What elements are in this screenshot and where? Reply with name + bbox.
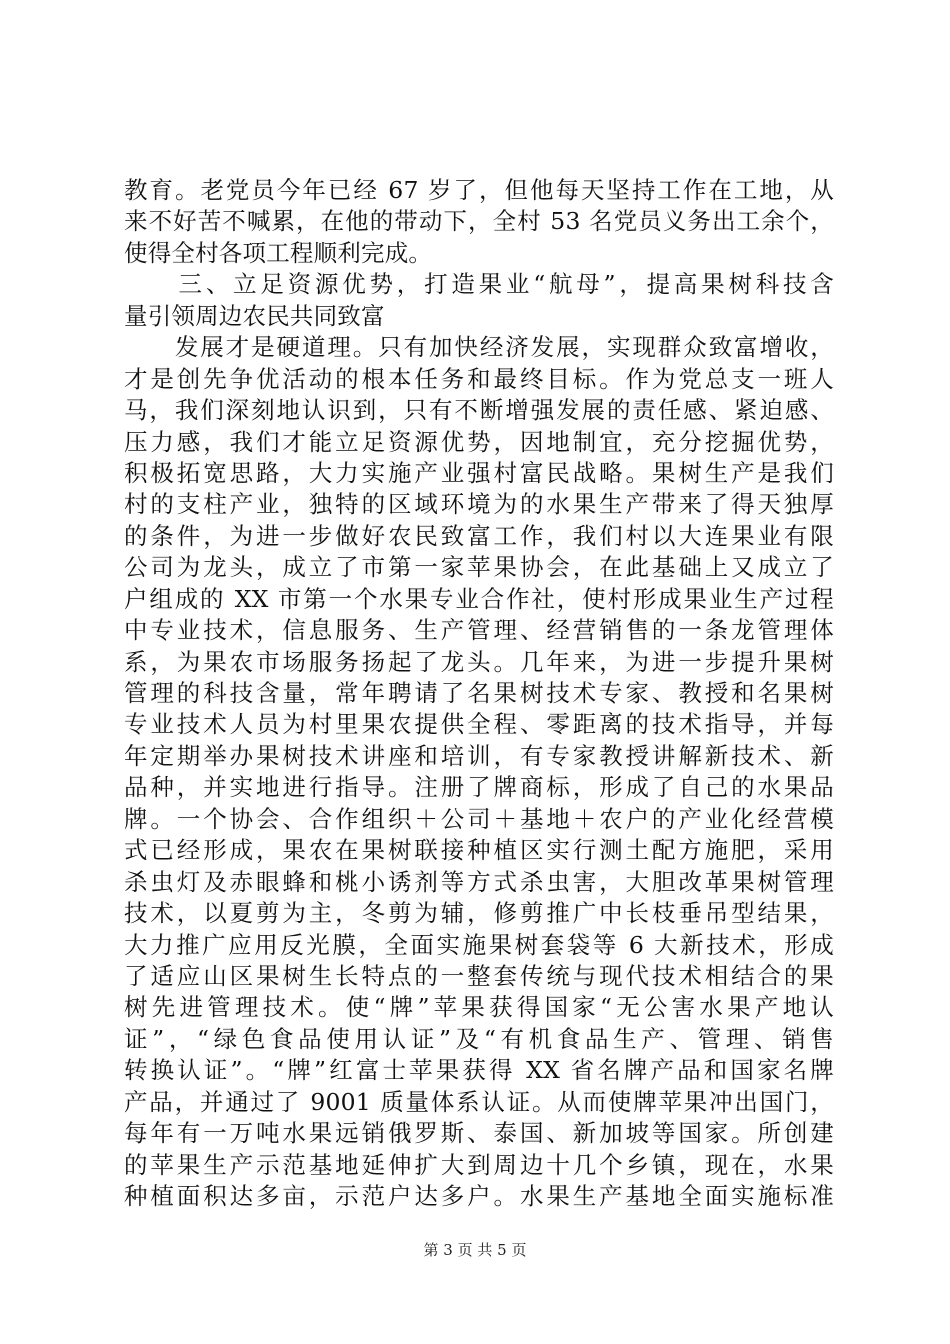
text-line: 牌。一个协会、合作组织＋公司＋基地＋农户的产业化经营模 xyxy=(124,804,834,833)
text-line: 转换认证”。“牌”红富士苹果获得 XX 省名牌产品和国家名牌 xyxy=(124,1056,834,1085)
text-line: 使得全村各项工程顺利完成。 xyxy=(124,238,433,267)
text-line: 发展才是硬道理。只有加快经济发展，实现群众致富增收， xyxy=(124,333,834,362)
text-line: 品种，并实地进行指导。注册了牌商标，形成了自己的水果品 xyxy=(124,773,834,802)
text-line: 年定期举办果树技术讲座和培训，有专家教授讲解新技术、新 xyxy=(124,741,834,770)
text-line: 中专业技术，信息服务、生产管理、经营销售的一条龙管理体 xyxy=(124,616,834,645)
text-line: 专业技术人员为村里果农提供全程、零距离的技术指导，并每 xyxy=(124,710,834,739)
text-line: 大力推广应用反光膜，全面实施果树套袋等 6 大新技术，形成 xyxy=(124,930,834,959)
body-text xyxy=(124,175,834,1212)
text-line: 树先进管理技术。使“牌”苹果获得国家“无公害水果产地认 xyxy=(124,993,834,1022)
text-line: 的条件，为进一步做好农民致富工作，我们村以大连果业有限 xyxy=(124,521,834,550)
text-line: 村的支柱产业，独特的区域环境为的水果生产带来了得天独厚 xyxy=(124,490,834,519)
text-line: 的苹果生产示范基地延伸扩大到周边十几个乡镇，现在，水果 xyxy=(124,1150,834,1179)
text-line: 才是创先争优活动的根本任务和最终目标。作为党总支一班人 xyxy=(124,364,834,393)
text-line: 每年有一万吨水果远销俄罗斯、泰国、新加坡等国家。所创建 xyxy=(124,1119,834,1148)
text-line: 积极拓宽思路，大力实施产业强村富民战略。果树生产是我们 xyxy=(124,458,834,487)
text-line: 公司为龙头，成立了市第一家苹果协会，在此基础上又成立了 xyxy=(124,553,834,582)
text-line: 户组成的 XX 市第一个水果专业合作社，使村形成果业生产过程 xyxy=(124,584,834,613)
text-line: 证”，“绿色食品使用认证”及“有机食品生产、管理、销售 xyxy=(124,1024,834,1053)
text-line: 压力感，我们才能立足资源优势，因地制宜，充分挖掘优势， xyxy=(124,427,834,456)
text-line: 产品，并通过了 9001 质量体系认证。从而使牌苹果冲出国门， xyxy=(124,1087,834,1116)
text-line: 种植面积达多亩，示范户达多户。水果生产基地全面实施标准 xyxy=(124,1182,834,1210)
text-line: 了适应山区果树生长特点的一整套传统与现代技术相结合的果 xyxy=(124,961,834,990)
text-line: 教育。老党员今年已经 67 岁了，但他每天坚持工作在工地，从 xyxy=(124,176,834,204)
text-line: 三、立足资源优势，打造果业“航母”，提高果树科技含 xyxy=(124,270,834,299)
text-line: 杀虫灯及赤眼蜂和桃小诱剂等方式杀虫害，大胆改革果树管理 xyxy=(124,867,834,896)
text-line: 系，为果农市场服务扬起了龙头。几年来，为进一步提升果树 xyxy=(124,647,834,676)
text-line: 量引领周边农民共同致富 xyxy=(124,301,385,330)
text-line: 技术，以夏剪为主，冬剪为辅，修剪推广中长枝垂吊型结果， xyxy=(124,899,834,928)
text-line: 管理的科技含量，常年聘请了名果树技术专家、教授和名果树 xyxy=(124,679,834,707)
text-line: 来不好苦不喊累，在他的带动下，全村 53 名党员义务出工余个， xyxy=(124,207,834,236)
page-footer: 第 3 页 共 5 页 xyxy=(423,1241,527,1259)
text-line: 式已经形成，果农在果树联接种植区实行测土配方施肥，采用 xyxy=(124,836,834,865)
text-line: 马，我们深刻地认识到，只有不断增强发展的责任感、紧迫感、 xyxy=(124,396,834,425)
